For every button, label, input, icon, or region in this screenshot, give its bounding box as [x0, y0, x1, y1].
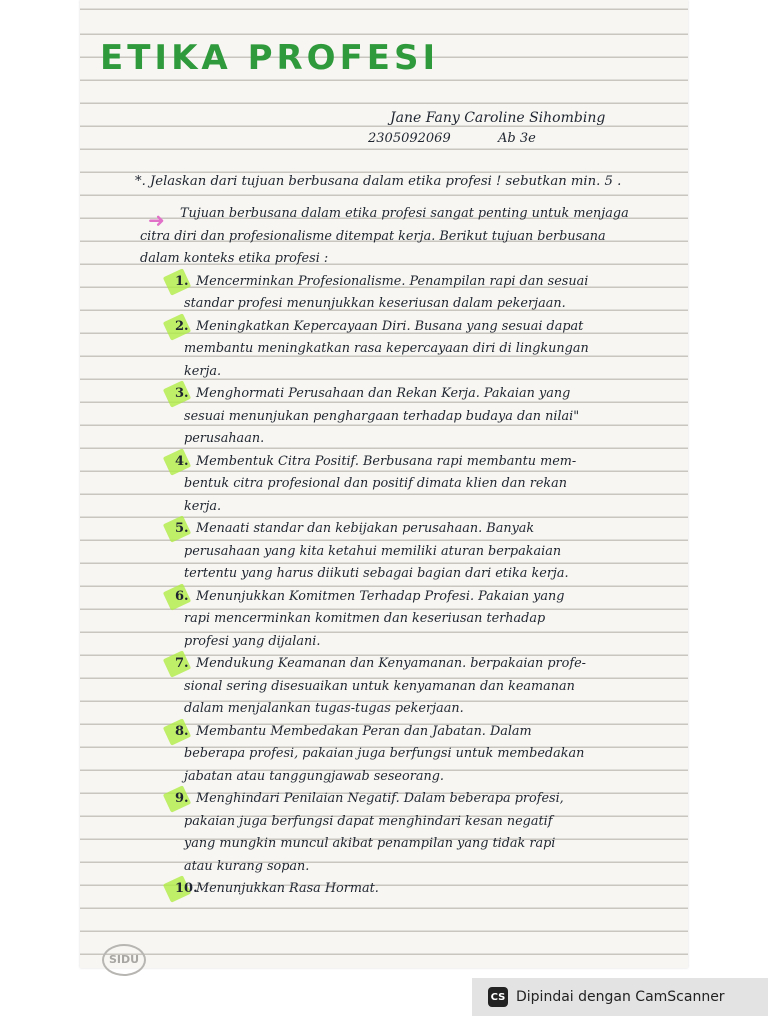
item-number: 8. — [172, 724, 192, 739]
item-line: Menunjukkan Rasa Hormat. — [196, 881, 379, 896]
item-line: Mendukung Keamanan dan Kenyamanan. berpakaian profe- — [196, 656, 587, 671]
intro-line: dalam konteks etika profesi : — [140, 251, 329, 266]
item-line: atau kurang sopan. — [184, 858, 310, 874]
item-line: standar profesi menunjukkan keseriusan dalam pekerjaan. — [184, 296, 566, 311]
item-number: 2. — [172, 319, 192, 334]
intro-line: citra diri dan profesionalisme ditempat kerja. Berikut tujuan berbusana — [140, 228, 606, 244]
item-line: Menghormati Perusahaan dan Rekan Kerja. Pakaian yang — [196, 386, 571, 401]
item-number: 6. — [172, 589, 192, 604]
item-line: perusahaan yang kita ketahui memiliki aturan berpakaian — [184, 543, 562, 559]
item-line: sesuai menunjukan penghargaan terhadap budaya dan nilai" — [184, 408, 580, 424]
item-number: 3. — [172, 386, 192, 401]
item-line: Menaati standar dan kebijakan perusahaan. Banyak — [196, 521, 535, 536]
item-line: Meningkatkan Kepercayaan Diri. Busana yang sesuai dapat — [196, 318, 584, 334]
item-number: 9. — [172, 791, 192, 806]
item-number: 7. — [172, 656, 192, 671]
item-line: sional sering disesuaikan untuk kenyamanan dan keamanan — [184, 678, 575, 694]
page-title: ETIKA PROFESI — [100, 38, 440, 78]
item-number: 1. — [172, 274, 192, 289]
item-line: dalam menjalankan tugas-tugas pekerjaan. — [184, 701, 464, 716]
intro-line: Tujuan berbusana dalam etika profesi sangat penting untuk menjaga — [180, 206, 629, 221]
item-line: perusahaan. — [184, 431, 265, 446]
item-line: tertentu yang harus diikuti sebagai bagian dari etika kerja. — [184, 566, 569, 581]
scanner-watermark — [472, 978, 768, 1016]
item-number: 5. — [172, 521, 192, 536]
item-line: pakaian juga berfungsi dapat menghindari kesan negatif — [184, 813, 553, 829]
question-text: *. Jelaskan dari tujuan berbusana dalam etika profesi ! sebutkan min. 5 . — [135, 174, 622, 189]
item-line: bentuk citra profesional dan positif dimata klien dan rekan — [184, 476, 568, 491]
item-line: Mencerminkan Profesionalisme. Penampilan rapi dan sesuai — [196, 273, 589, 289]
item-line: rapi mencerminkan komitmen dan keseriusan terhadap — [184, 611, 546, 626]
item-number: 10. — [172, 881, 201, 896]
scanner-text: Dipindai dengan CamScanner — [516, 989, 725, 1005]
item-line: Membantu Membedakan Peran dan Jabatan. Dalam — [196, 723, 532, 739]
class-label: Ab 3e — [498, 131, 536, 146]
item-line: yang mungkin muncul akibat penampilan yang tidak rapi — [184, 836, 556, 851]
item-line: jabatan atau tanggungjawab seseorang. — [184, 768, 444, 784]
author-name: Jane Fany Caroline Sihombing — [390, 110, 606, 126]
sidu-logo: SIDU — [102, 944, 146, 976]
item-line: profesi yang dijalani. — [184, 633, 321, 649]
camscanner-icon: CS — [488, 987, 508, 1007]
item-line: Menunjukkan Komitmen Terhadap Profesi. Pakaian yang — [196, 588, 565, 604]
item-line: beberapa profesi, pakaian juga berfungsi untuk membedakan — [184, 746, 585, 761]
arrow-icon: ➜ — [148, 208, 165, 232]
item-line: Membentuk Citra Positif. Berbusana rapi membantu mem- — [196, 453, 577, 469]
item-line: membantu meningkatkan rasa kepercayaan diri di lingkungan — [184, 341, 589, 356]
item-line: kerja. — [184, 363, 222, 379]
item-number: 4. — [172, 454, 192, 469]
student-id: 2305092069 — [368, 131, 451, 146]
item-line: kerja. — [184, 498, 222, 514]
item-line: Menghindari Penilaian Negatif. Dalam beberapa profesi, — [196, 791, 564, 806]
